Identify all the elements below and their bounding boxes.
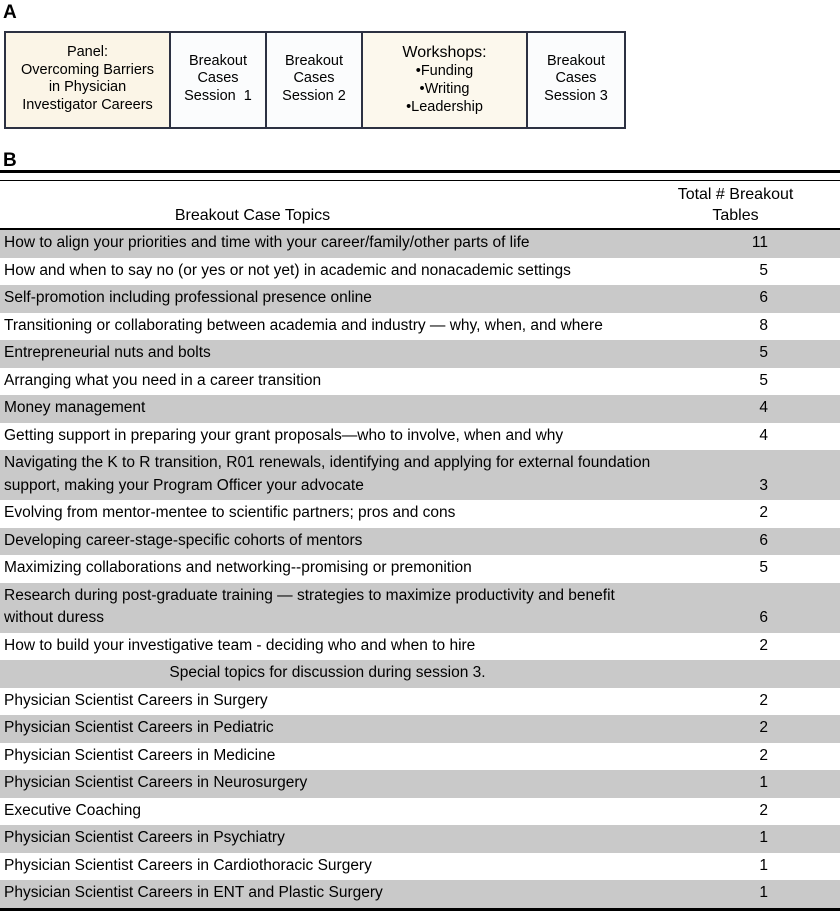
topic-cell: Physician Scientist Careers in Pediatric: [0, 715, 655, 743]
special-topics-divider-cell: Special topics for discussion during session 3.: [0, 660, 840, 688]
topic-cell: How to align your priorities and time with your career/family/other parts of life: [0, 229, 655, 258]
table-body: [0, 229, 840, 909]
table-row: [0, 368, 840, 396]
table-count-cell: 2: [655, 500, 840, 528]
table-count-cell: 6: [655, 528, 840, 556]
topic-cell: Navigating the K to R transition, R01 renewals, identifying and applying for external foundation support, making your Program Officer your advocate: [0, 450, 655, 500]
table-count-cell: 5: [655, 340, 840, 368]
workshops-item: •Funding: [415, 62, 474, 79]
topic-cell: Research during post-graduate training — strategies to maximize productivity and benefit without duress: [0, 583, 655, 633]
table-row: [0, 743, 840, 771]
table-count-cell: 8: [655, 313, 840, 341]
panel-a-label: A: [3, 2, 17, 23]
panel-b-label: B: [3, 150, 17, 171]
panel-overcoming-barriers-line: in Physician: [48, 79, 127, 95]
table-header-row: [0, 181, 840, 230]
topic-cell: Physician Scientist Careers in ENT and Plastic Surgery: [0, 880, 655, 909]
workshops-item: •Leadership: [406, 98, 483, 115]
topic-cell: Physician Scientist Careers in Cardiothoracic Surgery: [0, 853, 655, 881]
topic-cell: How to build your investigative team - deciding who and when to hire: [0, 633, 655, 661]
column-header-count-line2: Tables: [712, 207, 759, 224]
breakout-cases-session-2-line: Session 2: [282, 87, 346, 104]
topic-cell: Physician Scientist Careers in Surgery: [0, 688, 655, 716]
topic-cell: Transitioning or collaborating between academia and industry — why, when, and where: [0, 313, 655, 341]
table-count-cell: 2: [655, 688, 840, 716]
breakout-cases-session-1-line: Cases: [197, 70, 239, 87]
table-row: [0, 395, 840, 423]
table-row: [0, 688, 840, 716]
table-row: [0, 450, 840, 500]
topic-cell: Evolving from mentor-mentee to scientific partners; pros and cons: [0, 500, 655, 528]
table-top-rule: [0, 172, 840, 181]
table-count-cell: 2: [655, 715, 840, 743]
table-count-cell: 1: [655, 853, 840, 881]
breakout-cases-session-1-line: Session 1: [184, 87, 252, 104]
table-count-cell: 11: [655, 229, 840, 258]
table-row: [0, 660, 840, 688]
breakout-cases-session-2-line: Breakout: [284, 52, 344, 69]
table-row: [0, 880, 840, 909]
panel-overcoming-barriers-line: Panel:: [66, 44, 109, 60]
topic-cell: Getting support in preparing your grant proposals—who to involve, when and why: [0, 423, 655, 451]
breakout-cases-session-3-line: Breakout: [546, 52, 606, 69]
topic-cell: Self-promotion including professional presence online: [0, 285, 655, 313]
topic-cell: Physician Scientist Careers in Medicine: [0, 743, 655, 771]
table-row: [0, 528, 840, 556]
topic-cell: Entrepreneurial nuts and bolts: [0, 340, 655, 368]
breakout-cases-session-2-line: Cases: [293, 70, 335, 87]
table-count-cell: 4: [655, 395, 840, 423]
table-count-cell: 4: [655, 423, 840, 451]
breakout-cases-session-3-line: Cases: [555, 70, 597, 87]
table-row: [0, 555, 840, 583]
table-row: [0, 258, 840, 286]
table-row: [0, 715, 840, 743]
panel-overcoming-barriers-line: Overcoming Barriers: [21, 61, 154, 78]
workshops: [363, 33, 528, 127]
topic-cell: Physician Scientist Careers in Psychiatry: [0, 825, 655, 853]
table-row: [0, 313, 840, 341]
table-count-cell: 1: [655, 825, 840, 853]
column-header-total-breakout-tables: [655, 181, 840, 230]
table-row: [0, 853, 840, 881]
table-count-cell: 2: [655, 743, 840, 771]
table-count-cell: 1: [655, 880, 840, 909]
workshops-item: •Writing: [419, 80, 470, 97]
topic-cell: Maximizing collaborations and networking--promising or premonition: [0, 555, 655, 583]
table-count-cell: 6: [655, 583, 840, 633]
table-count-cell: 5: [655, 258, 840, 286]
table-row: [0, 340, 840, 368]
table-count-cell: 2: [655, 633, 840, 661]
figure-panel-b: [0, 151, 840, 911]
table-row: [0, 285, 840, 313]
workshops-title: Workshops:: [402, 43, 487, 61]
topic-cell: Money management: [0, 395, 655, 423]
breakout-cases-session-2: [267, 33, 363, 127]
program-flow-diagram: [4, 31, 626, 129]
table-count-cell: 3: [655, 450, 840, 500]
figure-panel-a: [0, 0, 840, 129]
breakout-cases-session-1-line: Breakout: [188, 52, 248, 69]
breakout-case-topics-table: [0, 170, 840, 911]
topic-cell: Executive Coaching: [0, 798, 655, 826]
topic-cell: Physician Scientist Careers in Neurosurgery: [0, 770, 655, 798]
breakout-cases-session-3-line: Session 3: [544, 87, 608, 104]
table-count-cell: 5: [655, 555, 840, 583]
breakout-cases-session-3: [528, 33, 624, 127]
topic-cell: Developing career-stage-specific cohorts of mentors: [0, 528, 655, 556]
table-row: [0, 770, 840, 798]
column-header-count-line1: Total # Breakout: [677, 186, 794, 203]
table-row: [0, 798, 840, 826]
table-row: [0, 423, 840, 451]
table-row: [0, 229, 840, 258]
panel-overcoming-barriers-line: Investigator Careers: [22, 96, 153, 113]
table-count-cell: 1: [655, 770, 840, 798]
table-count-cell: 2: [655, 798, 840, 826]
table-row: [0, 583, 840, 633]
table-head: [0, 172, 840, 230]
panel-overcoming-barriers: [6, 33, 171, 127]
table-row: [0, 500, 840, 528]
breakout-cases-session-1: [171, 33, 267, 127]
topic-cell: How and when to say no (or yes or not yet) in academic and nonacademic settings: [0, 258, 655, 286]
column-header-breakout-case-topics: Breakout Case Topics: [0, 181, 655, 230]
topic-cell: Arranging what you need in a career transition: [0, 368, 655, 396]
table-count-cell: 6: [655, 285, 840, 313]
table-count-cell: 5: [655, 368, 840, 396]
table-row: [0, 633, 840, 661]
table-row: [0, 825, 840, 853]
